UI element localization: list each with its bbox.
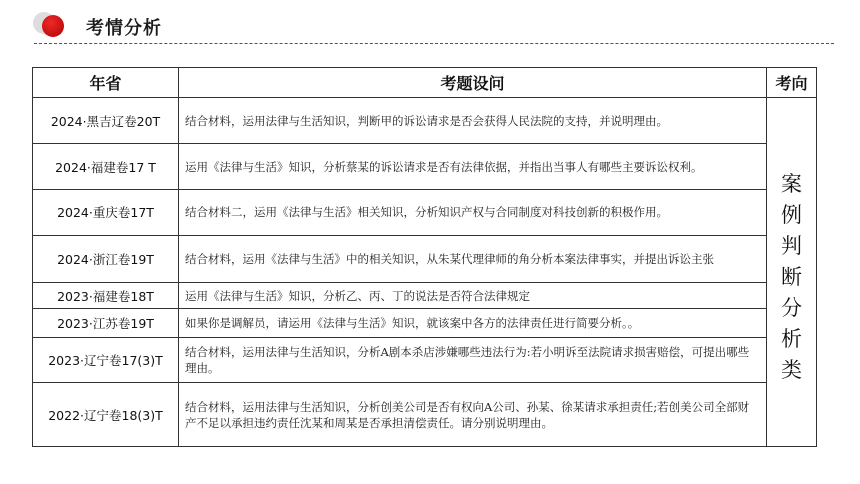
page-title: 考情分析 — [86, 18, 162, 39]
column-header-direction: 考向 — [767, 68, 817, 98]
table-row — [33, 144, 817, 190]
row-year-province: 2024·黑吉辽卷20T — [33, 98, 179, 144]
direction-cell — [767, 98, 817, 447]
row-year-province: 2023·辽宁卷17(3)T — [33, 338, 179, 383]
row-question: 如果你是调解员，请运用《法律与生活》知识，就该案中各方的法律责任进行简要分析。。 — [179, 309, 767, 338]
row-question: 结合材料，运用法律与生活知识，分析创美公司是否有权向A公司、孙某、徐某请求承担责任;若创美公司全部财产不足以承担违约责任沈某和周某是否承担清偿责任。请分别说明理由。 — [179, 383, 767, 447]
header-divider — [34, 43, 834, 44]
direction-label: 案例判断分析类 — [781, 171, 802, 382]
header-bullet-dot — [42, 15, 64, 37]
table-row — [33, 282, 817, 309]
table-row — [33, 309, 817, 338]
row-year-province: 2022·辽宁卷18(3)T — [33, 383, 179, 447]
column-header-year-province: 年省 — [33, 68, 179, 98]
table-row — [33, 190, 817, 235]
row-question: 结合材料，运用《法律与生活》中的相关知识，从朱某代理律师的角分析本案法律事实，并提出诉讼主张 — [179, 235, 767, 282]
row-question: 结合材料，运用法律与生活知识，判断甲的诉讼请求是否会获得人民法院的支持，并说明理由。 — [179, 98, 767, 144]
row-year-province: 2024·重庆卷17T — [33, 190, 179, 235]
row-question: 运用《法律与生活》知识，分析蔡某的诉讼请求是否有法律依据，并指出当事人有哪些主要诉讼权利。 — [179, 144, 767, 190]
row-question: 运用《法律与生活》知识，分析乙、丙、丁的说法是否符合法律规定 — [179, 282, 767, 309]
row-question: 结合材料二，运用《法律与生活》相关知识，分析知识产权与合同制度对科技创新的积极作用。 — [179, 190, 767, 235]
table-header-row — [33, 68, 817, 98]
row-year-province: 2024·浙江卷19T — [33, 235, 179, 282]
table-row — [33, 338, 817, 383]
row-question: 结合材料，运用法律与生活知识，分析A剧本杀店涉嫌哪些违法行为:若小明诉至法院请求损害赔偿，可提出哪些理由。 — [179, 338, 767, 383]
row-year-province: 2024·福建卷17 T — [33, 144, 179, 190]
exam-analysis-table — [32, 67, 817, 447]
slide-header — [0, 0, 860, 50]
row-year-province: 2023·福建卷18T — [33, 282, 179, 309]
table-row — [33, 383, 817, 447]
row-year-province: 2023·江苏卷19T — [33, 309, 179, 338]
table-row — [33, 235, 817, 282]
column-header-question: 考题设问 — [179, 68, 767, 98]
table-row — [33, 98, 817, 144]
